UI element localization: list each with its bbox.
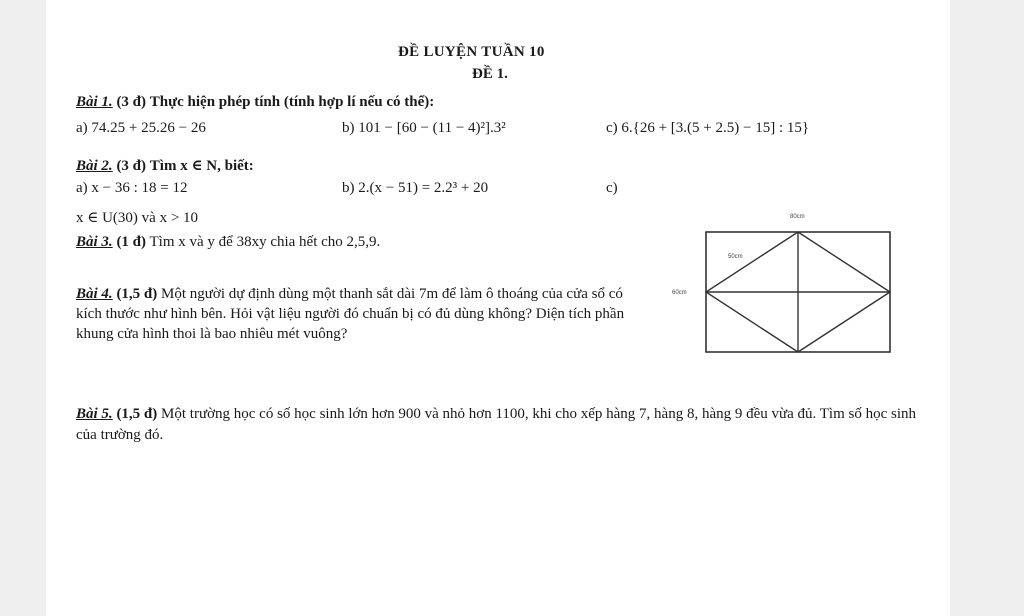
figure-label-left: 60cm (672, 290, 687, 296)
bai4-label: Bài 4. (76, 286, 113, 302)
bai2-label: Bài 2. (76, 158, 113, 174)
bai5-points: (1,5 đ) (116, 406, 158, 422)
bai1-label: Bài 1. (76, 94, 113, 110)
bai1-item-c: c) 6.{26 + [3.(5 + 2.5) − 15] : 15} (606, 120, 810, 136)
bai5-text: Một trường học có số học sinh lớn hơn 900 và nhỏ hơn 1100, khi cho xếp hàng 7, hàng 8, hàng 9 đều vừa đủ. Tìm số học sinh của trường đó. (76, 406, 917, 443)
bai3-points: (1 đ) (116, 234, 147, 250)
bai1-heading (76, 94, 434, 111)
bai1-item-b: b) 101 − [60 − (11 − 4)²].3² (342, 120, 506, 136)
bai2-task: Tìm x ∈ N, biết: (149, 158, 254, 174)
window-figure (666, 206, 896, 360)
bai3-text: Tìm x và y để 38xy chia hết cho 2,5,9. (149, 234, 381, 250)
bai3-line (76, 234, 380, 251)
bai1-task: Thực hiện phép tính (tính hợp lí nếu có thể): (149, 94, 435, 110)
bai2-heading (76, 156, 254, 175)
bai4-paragraph (76, 284, 646, 344)
bai1-item-a: a) 74.25 + 25.26 − 26 (76, 120, 206, 136)
bai5-paragraph (76, 404, 936, 446)
figure-label-diagonal: 50cm (728, 254, 743, 260)
bai1-points: (3 đ) (116, 94, 147, 110)
bai2-points: (3 đ) (116, 158, 147, 174)
bai5-label: Bài 5. (76, 406, 113, 422)
bai3-label: Bài 3. (76, 234, 113, 250)
bai4-points: (1,5 đ) (116, 286, 158, 302)
bai4-text: Một người dự định dùng một thanh sắt dài 7m để làm ô thoáng của cửa sổ có kích thước như hình bên. Hỏi vật liệu người đó chuẩn bị có đủ dùng không? Diện tích phần khung cửa hình thoi là bao nhiêu mét vuông? (76, 286, 625, 342)
document-subtitle: ĐỀ 1. (472, 66, 508, 82)
bai2-item-c: c) (606, 180, 618, 196)
document-page (46, 0, 950, 616)
bai2-item-a: a) x − 36 : 18 = 12 (76, 180, 188, 196)
figure-label-top: 80cm (790, 214, 805, 220)
bai2-item-c-continued: x ∈ U(30) và x > 10 (76, 210, 199, 226)
bai2-item-b: b) 2.(x − 51) = 2.2³ + 20 (342, 180, 489, 196)
document-title: ĐỀ LUYỆN TUẦN 10 (398, 44, 545, 60)
